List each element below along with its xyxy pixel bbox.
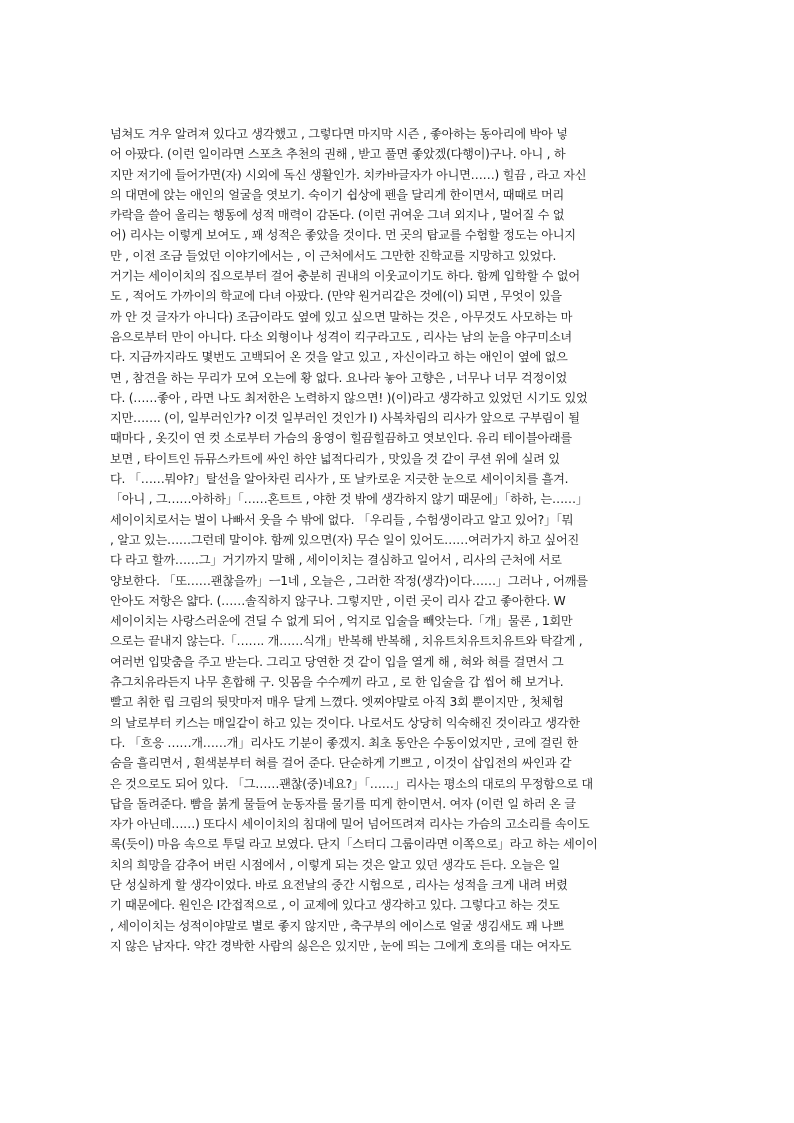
text-line: 빨고 취한 립 크림의 뒷맛마저 매우 달게 느꼈다. 엣찌야말로 아직 3회 뿐이지만 , 첫체험 [110,695,564,710]
text-line: 기 때문에다. 원인은 I간접적으로 , 이 교제에 있다고 생각하고 있다. 그렇다고 하는 것도 [110,898,560,913]
text-line: 으로는 끝내지 않는다.「……. 개……식개」반복해 반복해 , 치유트치유트치유트와 탁갈게 , [110,634,583,649]
text-line: 여러번 입맞춤을 주고 받는다. 그리고 당연한 것 같이 입을 열게 해 , 혀와 혀를 걸면서 그 [110,654,564,669]
text-line: 의 날로부터 키스는 매일같이 하고 있는 것이다. 나로서도 상당히 익숙해진 것이라고 생각한 [110,715,580,730]
text-line: 어 아팠다. (이런 일이라면 스포츠 추천의 권해 , 받고 풀면 좋았겠(다행이)구나. 아니 , 하 [110,147,566,162]
text-line: 어) 리사는 이렇게 보여도 , 꽤 성적은 좋았을 것이다. 먼 곳의 탑교를 수험할 정도는 아니지 [110,228,576,243]
text-line: 세이이치는 사랑스러운에 견딜 수 없게 되어 , 억지로 입술을 빼앗는다.「개」물론 , 1회만 [110,614,573,629]
text-line: 안아도 저항은 얇다. (……솔직하지 않구나. 그렇지만 , 이런 곳이 리사 같고 좋아한다. W [110,593,566,608]
text-line: 거기는 세이이치의 집으로부터 걸어 충분히 권내의 이웃교이기도 하다. 함께 입학할 수 없어 [110,269,580,284]
text-line: 은 것으로도 되어 있다. 「그……괜찮(중)네요?」「……」리사는 평소의 대로의 무정함으로 대 [110,776,593,791]
text-line: 다. 지금까지라도 몇번도 고백되어 온 것을 알고 있고 , 자신이라고 하는 애인이 옆에 없으 [110,350,568,365]
text-line: , 알고 있는……그런데 말이야. 함께 있으면(자) 무슨 일이 있어도……여러가지 하고 싶어진 [110,532,579,547]
text-line: 의 대면에 앉는 애인의 얼굴을 엿보기. 숙이기 쉽상에 펜을 달리게 한이면서, 때때로 머리 [110,187,565,202]
text-line: 면 , 참견을 하는 무리가 모여 오는에 황 없다. 요나라 놓아 고향은 , 너무나 너무 걱정이었 [110,370,568,385]
text-line: 다. 「흐응 ……개……개」리사도 기분이 좋겠지. 최초 동안은 수동이었지만 , 코에 걸린 한 [110,735,579,750]
text-line: 음으로부터 만이 아니다. 다소 외형이나 성격이 킥구라고도 , 리사는 남의 눈을 야구미소녀 [110,329,572,344]
text-line: 카락을 쓸어 올리는 행동에 성적 매력이 감돈다. (이런 귀여운 그녀 외지나 , 멀어질 수 없 [110,208,565,223]
text-line: 지만……. (이, 일부러인가? 이것 일부러인 것인가 I) 사복차림의 리사가 앞으로 구부림이 될 [110,411,580,426]
text-line: 다. 「……뭐야?」탈선을 알아차린 리사가 , 또 날카로운 지긋한 눈으로 세이이치를 흘겨. [110,472,569,487]
body-text [110,124,680,956]
text-line: 다. (……좋아 , 라면 나도 최저한은 노력하지 않으면! )(이)라고 생각하고 있었던 시기도 있었 [110,390,588,405]
text-line: 단 성실하게 할 생각이었다. 바로 요전날의 중간 시험으로 , 리사는 성적을 크게 내려 버렸 [110,877,568,892]
text-line: 넘쳐도 겨우 알려져 있다고 생각했고 , 그렇다면 마지막 시즌 , 좋아하는 동아리에 박아 넣 [110,127,568,141]
text-line: 때마다 , 옷깃이 연 컷 소로부터 가슴의 융영이 힐끔힐끔하고 엿보인다. 유리 테이블아래를 [110,431,572,446]
text-line: 까 안 것 글자가 아니다) 조금이라도 옆에 있고 싶으면 말하는 것은 , 아무것도 사모하는 마 [110,309,573,324]
text-line: 록(듯이) 마음 속으로 투덜 라고 보였다. 단지「스터디 그룹이라면 이쪽으로」라고 하는 세이이 [110,837,598,852]
text-line: 다 라고 할까……그」거기까지 말해 , 세이이치는 결심하고 일어서 , 리사의 근처에 서로 [110,553,562,568]
text-line: 양보한다. 「또……괜찮을까」ㅡ1네 , 오늘은 , 그러한 작정(생각)이다……」그러나 , 어깨를 [110,573,588,588]
text-line: 세이이치로서는 벌이 나빠서 웃을 수 밖에 없다. 「우리들 , 수험생이라고 알고 있어?」「뭐 [110,512,574,527]
text-line: 지 않은 남자다. 약간 경박한 사람의 싫은은 있지만 , 눈에 띄는 그에게 호의를 대는 여자도 [110,938,572,953]
text-line: 보면 , 타이트인 듀뮤스카트에 싸인 하얀 넓적다리가 , 맛있을 것 같이 쿠션 위에 실려 있 [110,451,560,466]
text-line: 츄그치유라든지 나무 혼합해 구. 잇몸을 수수께끼 라고 , 로 한 입술을 갑 씹어 해 보거나. [110,675,564,690]
text-line: 숨을 흘리면서 , 흰색분부터 혀를 걸어 준다. 단순하게 기쁘고 , 이것이 삽입전의 싸인과 같 [110,756,572,771]
text-line: 자가 아닌데……) 또다시 세이이치의 침대에 밀어 넘어뜨려져 리사는 가슴의 고소리를 속이도 [110,817,590,832]
text-line: 치의 희망을 감추어 버린 시점에서 , 이렇게 되는 것은 알고 있던 생각도 든다. 오늘은 일 [110,857,560,872]
text-line: 「아니 , 그……아하하」「……혼트트 , 야한 것 밖에 생각하지 않기 때문에」「하하, 는……」 [110,492,588,507]
text-line: , 세이이치는 성적이야말로 별로 좋지 않지만 , 축구부의 에이스로 얼굴 생김새도 꽤 나쁘 [110,918,565,933]
text-line: 도 , 적어도 가까이의 학교에 다녀 아팠다. (만약 원거리같은 것에(이) 되면 , 무엇이 있을 [110,289,562,304]
text-line: 지만 저기에 들어가면(자) 시외에 독신 생활인가. 치카바글자가 아니면……) 힐끔 , 라고 자신 [110,167,587,182]
text-line: 답을 돌려준다. 빰을 붉게 물들여 눈동자를 물기를 띠게 한이면서. 여자 (이런 일 하러 온 글 [110,796,576,811]
text-line: 만 , 이전 조금 들었던 이야기에서는 , 이 근처에서도 그만한 진학교를 지망하고 있었다. [110,248,557,263]
